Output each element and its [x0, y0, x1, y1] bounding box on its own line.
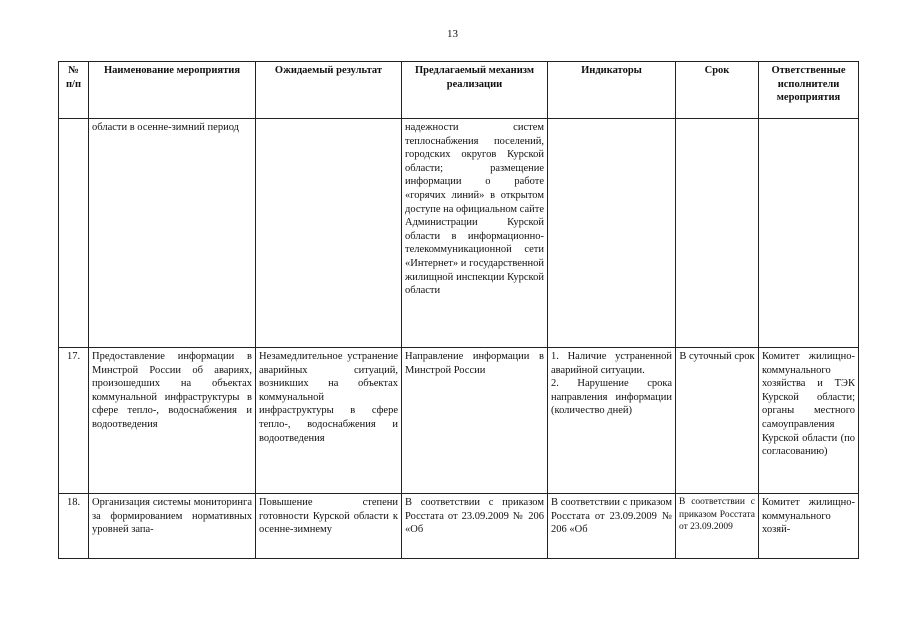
table-row	[59, 119, 859, 348]
cell-result	[256, 119, 402, 348]
cell-mechanism: Направление информации в Минстрой России	[402, 348, 548, 494]
cell-indicators	[548, 119, 676, 348]
cell-indicators: В соответствии с приказом Росстата от 23.09.2009 № 206 «Об	[548, 494, 676, 559]
header-result: Ожидаемый результат	[256, 62, 402, 119]
cell-term: В суточный срок	[676, 348, 759, 494]
cell-responsible: Комитет жилищно-коммунального хозяй-	[759, 494, 859, 559]
header-name: Наименование мероприятия	[89, 62, 256, 119]
header-row	[59, 62, 859, 119]
header-num: № п/п	[59, 62, 89, 119]
page-number: 13	[447, 28, 458, 40]
cell-mechanism: В соответствии с приказом Росстата от 23.09.2009 № 206 «Об	[402, 494, 548, 559]
cell-term: В соответствии с приказом Росстата от 23.09.2009	[676, 494, 759, 559]
cell-num: 18.	[59, 494, 89, 559]
cell-name: области в осенне-зимний период	[89, 119, 256, 348]
cell-responsible	[759, 119, 859, 348]
action-plan-table	[58, 61, 859, 559]
cell-mechanism: надежности систем теплоснабжения поселений, городских округов Курской области; размещение информации о работе «горячих линий» в открытом доступе на официальном сайте Администрации Курской области в информационно-телекоммуникационной сети «Интернет» и государственной жилищной инспекции Курской области	[402, 119, 548, 348]
cell-responsible: Комитет жилищно-коммунального хозяйства и ТЭК Курской области; органы местного самоуправления Курской области (по согласованию)	[759, 348, 859, 494]
cell-result: Повышение степени готовности Курской области к осенне-зимнему	[256, 494, 402, 559]
header-term: Срок	[676, 62, 759, 119]
header-mechanism: Предлагаемый механизм реализации	[402, 62, 548, 119]
table-row	[59, 494, 859, 559]
cell-name: Организация системы мониторинга за формированием нормативных уровней запа-	[89, 494, 256, 559]
cell-result: Незамедлительное устранение аварийных ситуаций, возникших на объектах коммунальной инфраструктуры в сфере тепло-, водоснабжения и водоотведения	[256, 348, 402, 494]
cell-num: 17.	[59, 348, 89, 494]
header-indicators: Индикаторы	[548, 62, 676, 119]
cell-num	[59, 119, 89, 348]
header-responsible: Ответственные исполнители мероприятия	[759, 62, 859, 119]
cell-term	[676, 119, 759, 348]
cell-name: Предоставление информации в Минстрой России об авариях, произошедших на объектах коммунальной инфраструктуры в сфере тепло-, водоснабжения и водоотведения	[89, 348, 256, 494]
cell-indicators: 1. Наличие устраненной аварийной ситуации. 2. Нарушение срока направления информации (количество дней)	[548, 348, 676, 494]
table-row	[59, 348, 859, 494]
